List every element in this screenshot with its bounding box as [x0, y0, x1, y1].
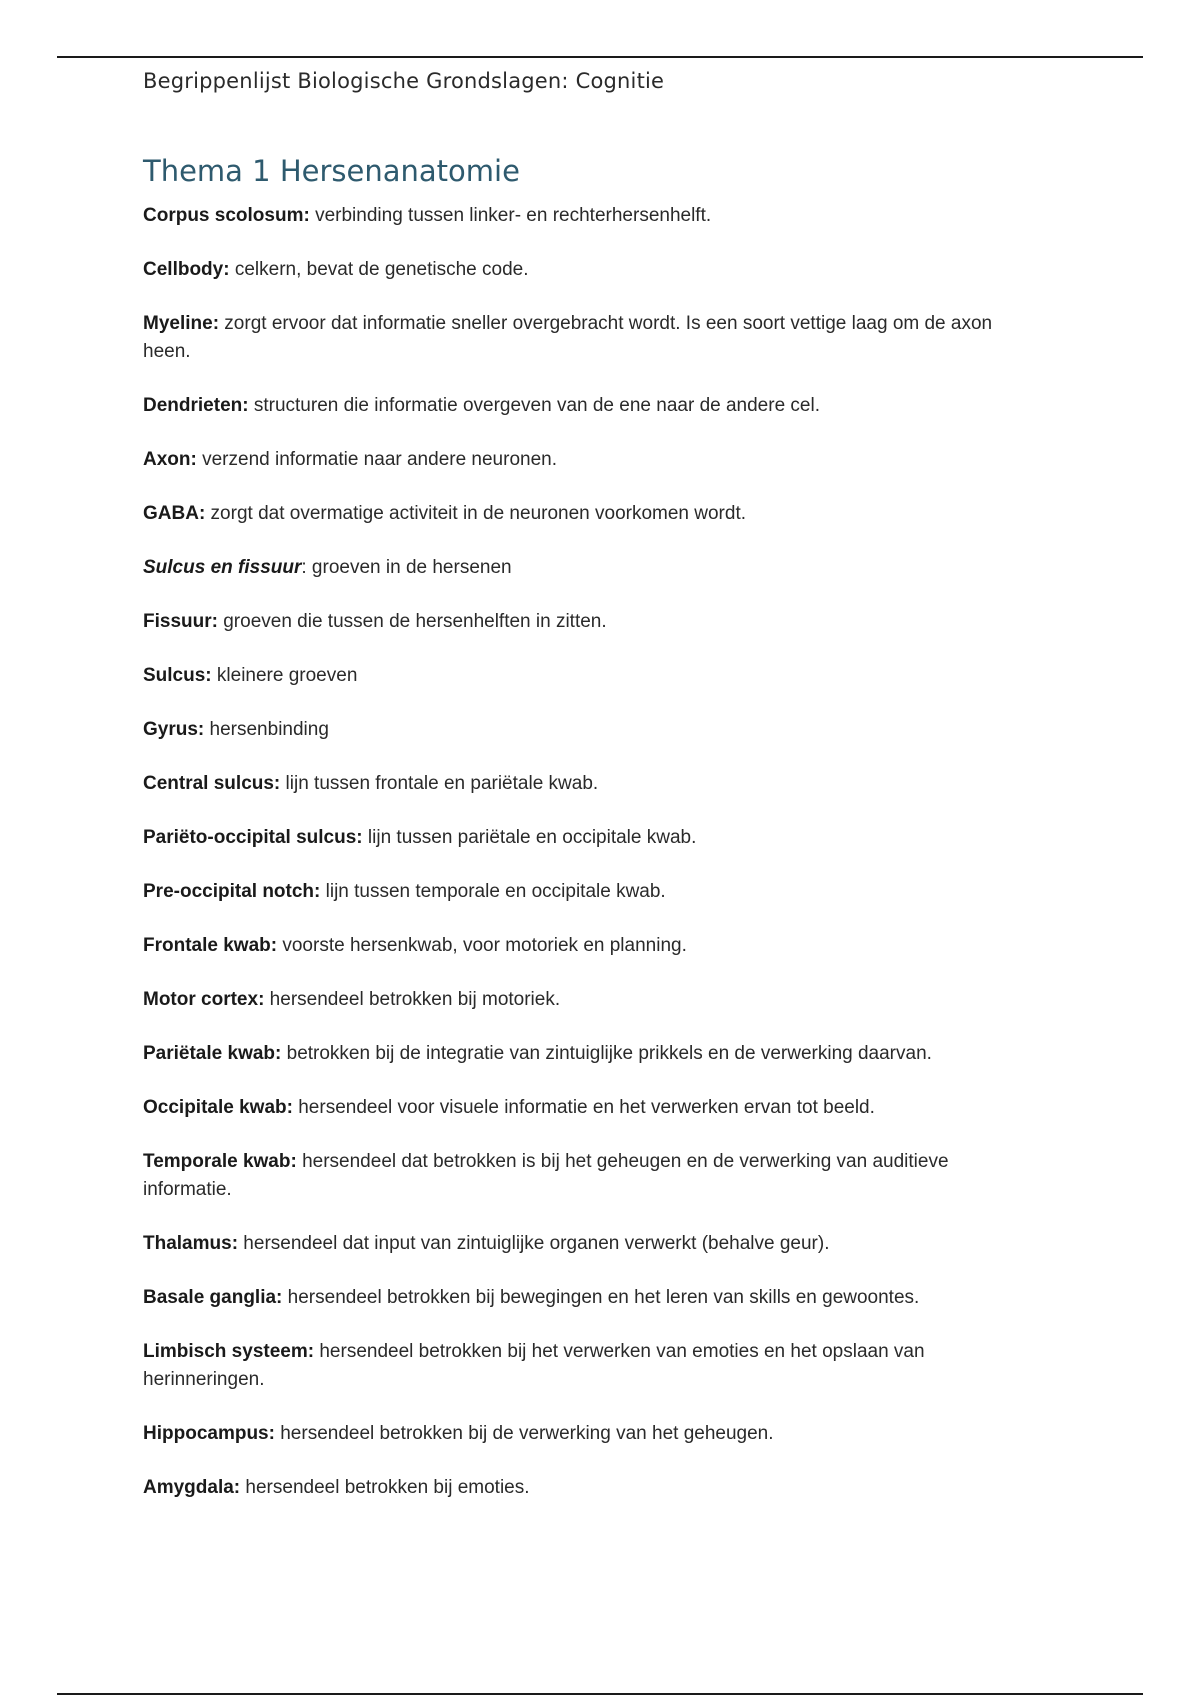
glossary-definition: zorgt ervoor dat informatie sneller overgebracht wordt. Is een soort vettige laag om de axon heen. — [143, 313, 993, 362]
glossary-entry — [143, 1148, 1023, 1204]
glossary-term: Limbisch systeem: — [143, 1341, 315, 1362]
glossary-definition: verbinding tussen linker- en rechterhersenhelft. — [309, 205, 712, 226]
glossary-entry — [143, 392, 1023, 420]
glossary-term: Frontale kwab: — [143, 935, 278, 956]
glossary-entry — [143, 446, 1023, 474]
glossary-entry — [143, 500, 1023, 528]
glossary-term: Gyrus: — [143, 719, 205, 740]
glossary-term: Pariëto-occipital sulcus: — [143, 827, 363, 848]
glossary-entry — [143, 554, 1023, 582]
glossary-definition: hersendeel dat input van zintuiglijke organen verwerkt (behalve geur). — [238, 1233, 830, 1254]
glossary-entry — [143, 310, 1023, 366]
glossary-definition: verzend informatie naar andere neuronen. — [196, 449, 558, 470]
glossary-definition: voorste hersenkwab, voor motoriek en planning. — [277, 935, 687, 956]
glossary-entry — [143, 1040, 1023, 1068]
glossary-entry — [143, 932, 1023, 960]
glossary-term: Myeline: — [143, 313, 220, 334]
glossary-entry — [143, 1284, 1023, 1312]
glossary-definition: hersendeel betrokken bij de verwerking van het geheugen. — [274, 1423, 774, 1444]
glossary-entry — [143, 878, 1023, 906]
glossary-definition: celkern, bevat de genetische code. — [229, 259, 529, 280]
glossary-entry — [143, 1094, 1023, 1122]
glossary-term: Sulcus: — [143, 665, 212, 686]
glossary-definition: kleinere groeven — [211, 665, 358, 686]
glossary-entry — [143, 1230, 1023, 1258]
header-rule — [57, 56, 1143, 58]
glossary-term: Fissuur: — [143, 611, 218, 632]
glossary-definition: hersenbinding — [204, 719, 329, 740]
glossary-term: Occipitale kwab: — [143, 1097, 293, 1118]
glossary-entry — [143, 770, 1023, 798]
glossary-entry — [143, 716, 1023, 744]
glossary-definition: structuren die informatie overgeven van de ene naar de andere cel. — [248, 395, 820, 416]
glossary-definition: hersendeel dat betrokken is bij het geheugen en de verwerking van auditieve informatie. — [143, 1151, 949, 1200]
glossary-term: GABA: — [143, 503, 206, 524]
document-header-title: Begrippenlijst Biologische Grondslagen: Cognitie — [143, 69, 665, 93]
glossary-term: Pre-occipital notch: — [143, 881, 321, 902]
glossary-term: Cellbody: — [143, 259, 230, 280]
glossary-term: Central sulcus: — [143, 773, 281, 794]
glossary-definition: lijn tussen pariëtale en occipitale kwab. — [362, 827, 697, 848]
glossary-definition: betrokken bij de integratie van zintuiglijke prikkels en de verwerking daarvan. — [281, 1043, 932, 1064]
glossary-term: Temporale kwab: — [143, 1151, 297, 1172]
footer-rule — [57, 1693, 1143, 1695]
glossary-term: Pariëtale kwab: — [143, 1043, 282, 1064]
glossary-term: Dendrieten: — [143, 395, 249, 416]
glossary-entry — [143, 824, 1023, 852]
glossary-entry — [143, 202, 1023, 230]
glossary-term: Amygdala: — [143, 1477, 241, 1498]
glossary-definition: hersendeel voor visuele informatie en het verwerken ervan tot beeld. — [292, 1097, 875, 1118]
glossary-term: Corpus scolosum: — [143, 205, 310, 226]
glossary-entry — [143, 1420, 1023, 1448]
glossary-term: Basale ganglia: — [143, 1287, 283, 1308]
glossary-definition: : groeven in de hersenen — [301, 557, 512, 578]
glossary-definition: groeven die tussen de hersenhelften in zitten. — [217, 611, 607, 632]
glossary-definition: zorgt dat overmatige activiteit in de neuronen voorkomen wordt. — [205, 503, 747, 524]
glossary-term: Axon: — [143, 449, 197, 470]
glossary-entry — [143, 662, 1023, 690]
glossary-definition: hersendeel betrokken bij bewegingen en het leren van skills en gewoontes. — [282, 1287, 920, 1308]
glossary-entry — [143, 256, 1023, 284]
glossary-entry — [143, 986, 1023, 1014]
section-title: Thema 1 Hersenanatomie — [143, 154, 520, 188]
glossary-entry — [143, 608, 1023, 636]
glossary-term: Thalamus: — [143, 1233, 239, 1254]
glossary-term: Sulcus en fissuur — [143, 557, 302, 578]
glossary-definition: lijn tussen temporale en occipitale kwab. — [320, 881, 666, 902]
glossary-entry — [143, 1474, 1023, 1502]
glossary-definition: lijn tussen frontale en pariëtale kwab. — [280, 773, 599, 794]
glossary-term: Hippocampus: — [143, 1423, 275, 1444]
glossary-definition: hersendeel betrokken bij het verwerken van emoties en het opslaan van herinneringen. — [143, 1341, 925, 1390]
glossary-entry — [143, 1338, 1023, 1394]
glossary-definition: hersendeel betrokken bij motoriek. — [264, 989, 561, 1010]
glossary-definition: hersendeel betrokken bij emoties. — [240, 1477, 530, 1498]
glossary-list — [143, 202, 1023, 1528]
glossary-term: Motor cortex: — [143, 989, 265, 1010]
